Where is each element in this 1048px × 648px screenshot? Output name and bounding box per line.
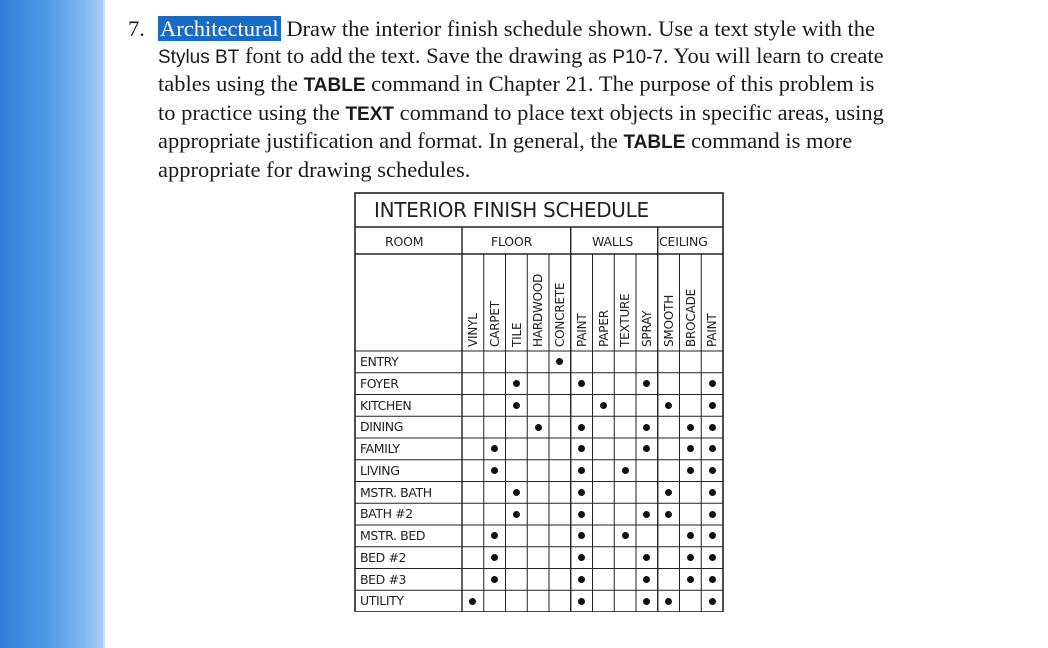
room-label: FAMILY: [360, 441, 400, 456]
header-floor: FLOOR: [491, 234, 533, 249]
header-ceiling: CEILING: [659, 234, 708, 249]
problem-line: [158, 100, 968, 129]
column-label: SMOOTH: [661, 294, 676, 347]
finish-mark: [687, 576, 694, 583]
problem-text-run: command to place text objects in specific areas, using: [394, 99, 884, 125]
finish-mark: [535, 424, 542, 431]
finish-mark: [643, 598, 650, 605]
finish-mark: [513, 489, 520, 496]
column-label: TEXTURE: [618, 293, 633, 347]
finish-mark: [709, 402, 716, 409]
interior-finish-schedule: [354, 192, 724, 612]
finish-mark: [513, 511, 520, 518]
finish-mark: [491, 576, 498, 583]
finish-mark: [665, 598, 672, 605]
room-label: LIVING: [360, 462, 400, 478]
finish-mark: [687, 467, 694, 474]
command-name: TABLE: [623, 132, 686, 153]
finish-mark: [709, 467, 716, 474]
finish-mark: [709, 532, 716, 539]
finish-mark: [709, 445, 716, 452]
finish-mark: [665, 402, 672, 409]
problem-number: 7.: [128, 16, 145, 41]
room-label: KITCHEN: [360, 397, 412, 413]
room-label: UTILITY: [360, 593, 404, 609]
finish-mark: [709, 554, 716, 561]
finish-mark: [665, 489, 672, 496]
finish-mark: [578, 598, 585, 605]
finish-mark: [687, 424, 694, 431]
problem-line: [158, 43, 968, 72]
finish-mark: [709, 424, 716, 431]
problem-text-run: font to add the text. Save the drawing as: [239, 42, 613, 68]
column-label: PAINT: [574, 313, 589, 347]
finish-mark: [600, 402, 607, 409]
column-label: PAPER: [596, 310, 611, 347]
finish-mark: [578, 489, 585, 496]
column-label: PAINT: [705, 313, 720, 347]
room-label: FOYER: [360, 375, 399, 391]
finish-mark: [469, 598, 476, 605]
header-walls: WALLS: [592, 234, 634, 249]
finish-mark: [643, 511, 650, 518]
room-label: BED #3: [360, 571, 407, 587]
finish-mark: [578, 511, 585, 518]
room-label: MSTR. BED: [360, 528, 426, 543]
column-label: CONCRETE: [553, 282, 567, 347]
column-label: TILE: [509, 322, 524, 347]
finish-mark: [622, 467, 629, 474]
room-label: MSTR. BATH: [360, 484, 432, 500]
header-room: ROOM: [385, 234, 424, 249]
column-label: CARPET: [487, 301, 502, 347]
finish-mark: [578, 576, 585, 583]
problem-line: [158, 16, 968, 43]
problem-text-run: Draw the interior finish schedule shown. Use a text style with the: [280, 16, 875, 41]
finish-mark: [709, 489, 716, 496]
font-or-file-name: Stylus BT: [158, 46, 240, 68]
room-label: BATH #2: [360, 506, 413, 522]
problem-text-run: to practice using the: [158, 99, 346, 125]
column-label: SPRAY: [640, 310, 654, 347]
problem-line: [158, 157, 968, 184]
command-name: TABLE: [303, 75, 366, 96]
finish-mark: [513, 402, 520, 409]
problem-text: [158, 16, 968, 183]
finish-mark: [578, 424, 585, 431]
problem-category-highlight: Architectural: [160, 16, 279, 41]
page-margin-line: [103, 0, 105, 648]
font-or-file-name: P10-7: [612, 46, 664, 68]
column-label: VINYL: [466, 313, 480, 347]
problem-text-run: appropriate for drawing schedules.: [158, 156, 471, 182]
problem-line: [158, 128, 968, 157]
problem-line: [158, 71, 968, 100]
schedule-title: INTERIOR FINISH SCHEDULE: [374, 198, 649, 222]
finish-mark: [709, 576, 716, 583]
command-name: TEXT: [345, 103, 395, 125]
room-label: BED #2: [360, 549, 407, 565]
finish-mark: [687, 554, 694, 561]
problem-text-run: . You will learn to create: [663, 42, 884, 68]
finish-mark: [709, 511, 716, 518]
page-margin-bar: [0, 0, 103, 648]
finish-mark: [709, 598, 716, 605]
problem-text-run: command is more: [685, 128, 853, 153]
finish-mark: [513, 380, 520, 387]
column-label: HARDWOOD: [531, 273, 546, 347]
problem-text-run: command in Chapter 21. The purpose of this problem is: [365, 71, 875, 96]
column-label: BROCADE: [683, 288, 698, 347]
problem-text-run: tables using the: [158, 71, 304, 96]
finish-mark: [622, 532, 629, 539]
problem-text-run: appropriate justification and format. In general, the: [158, 128, 624, 153]
finish-mark: [665, 511, 672, 518]
room-label: ENTRY: [360, 354, 399, 369]
finish-mark: [643, 424, 650, 431]
finish-mark: [709, 380, 716, 387]
room-label: DINING: [360, 419, 403, 435]
